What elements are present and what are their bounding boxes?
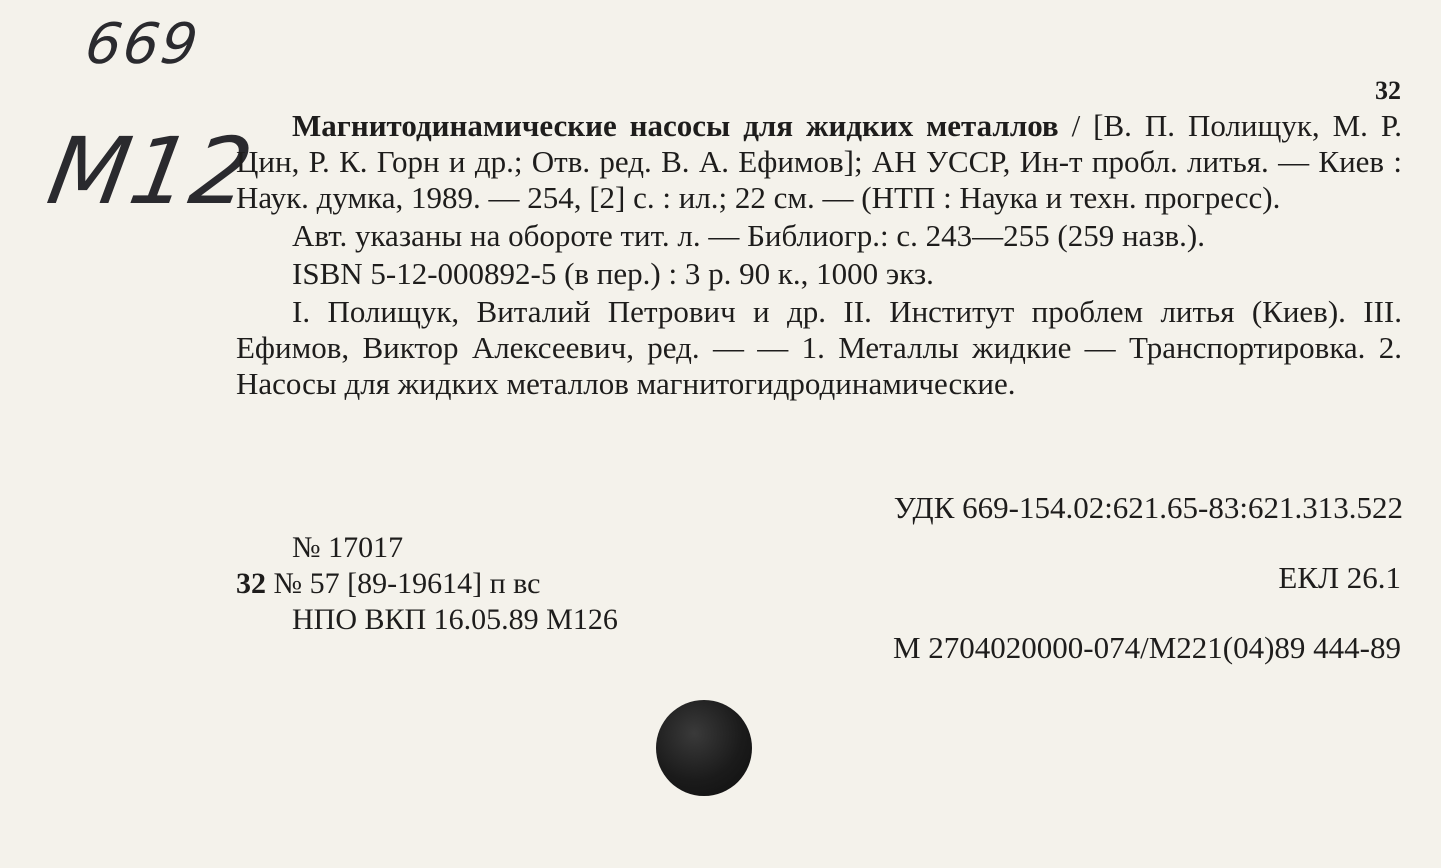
title: Магнитодинамические насосы для жидких металлов (292, 108, 1059, 143)
handwritten-number: 669 (81, 12, 204, 77)
title-details: / [В. П. Полищук, М. Р. Цин, Р. К. Горн и др.; Отв. ред. В. А. Ефимов]; АН УССР, Ин-т пробл. литья. — Киев : Наук. думка, 1989. — 254, [2] с. : ил.; 22 см. — (НТП : Наука и техн. прогресс). (236, 108, 1402, 215)
punch-hole (656, 700, 752, 796)
card-number: 32 (1375, 76, 1401, 105)
handwritten-code: M12 (40, 118, 262, 225)
footer-number: № 17017 (292, 531, 404, 564)
footer-printer: НПО ВКП 16.05.89 М126 (292, 603, 618, 636)
note-paragraph: Авт. указаны на обороте тит. л. — Библиогр.: с. 243—255 (259 назв.). (292, 218, 1206, 253)
footer-left (236, 530, 618, 638)
catalog-code: М 2704020000-074/М221(04)89 444-89 (892, 630, 1401, 665)
title-paragraph (236, 108, 1402, 216)
ekl-code: ЕКЛ 26.1 (1278, 560, 1401, 595)
footer-order-rest: № 57 [89-19614] п вс (266, 567, 541, 600)
udk-code: УДК 669-154.02:621.65-83:621.313.522 (893, 490, 1403, 525)
isbn-line: ISBN 5-12-000892-5 (в пер.) : 3 р. 90 к., 1000 экз. (292, 256, 934, 291)
bibliographic-entry (236, 108, 1402, 404)
footer-order-bold: 32 (236, 567, 266, 600)
tracings-paragraph: I. Полищук, Виталий Петрович и др. II. Институт проблем литья (Киев). III. Ефимов, Виктор Алексеевич, ред. — — 1. Металлы жидкие — Транспортировка. 2. Насосы для жидких металлов магнитогидродинамические. (236, 294, 1402, 401)
footer-order-line (236, 566, 618, 602)
